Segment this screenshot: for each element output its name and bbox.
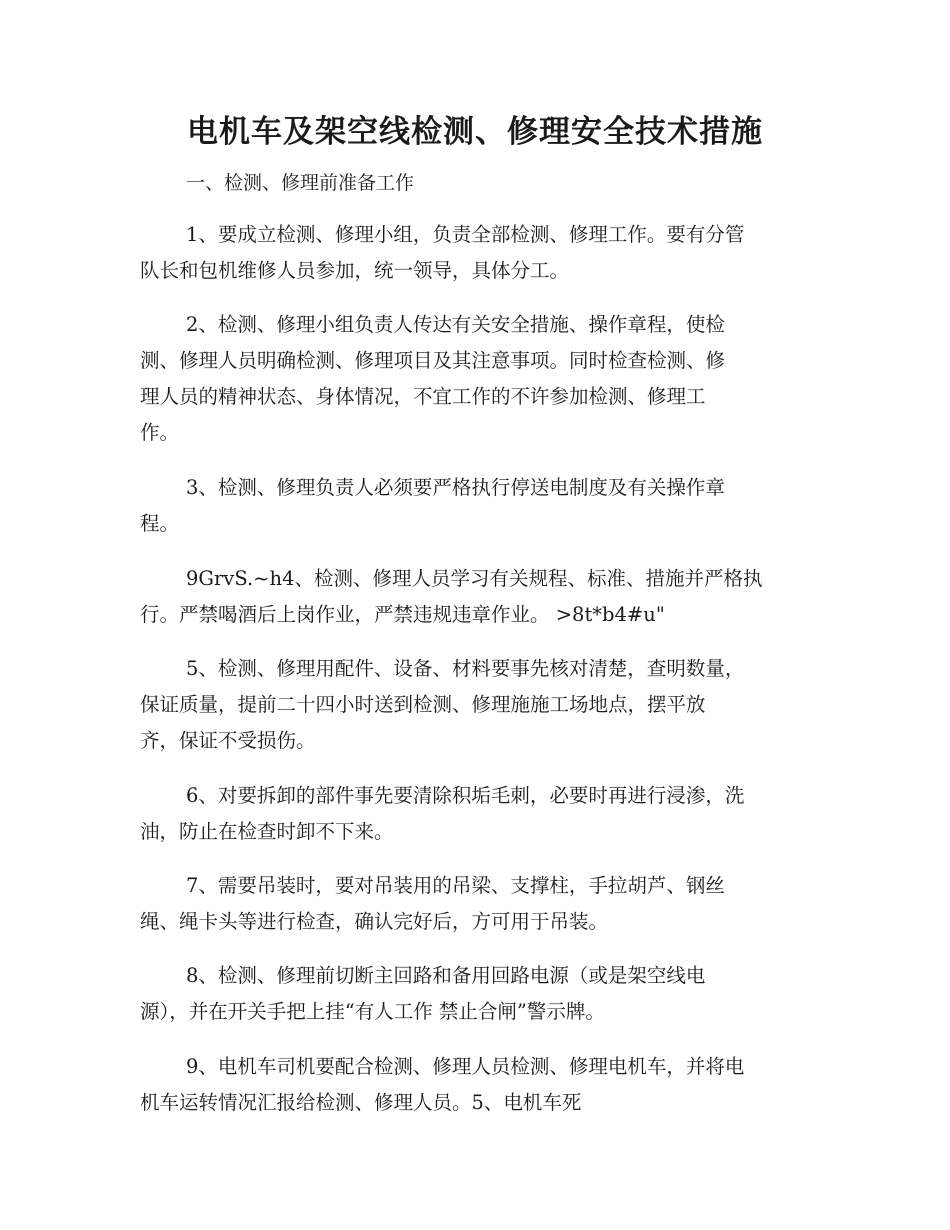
paragraph-line: 理人员的精神状态、身体情况，不宜工作的不许参加检测、修理工 [140,385,706,408]
paragraph-line: 保证质量，提前二十四小时送到检测、修理施施工场地点，摆平放 [140,693,706,716]
paragraph-line: 源），并在开关手把上挂“有人工作 禁止合闸”警示牌。 [140,1000,605,1023]
paragraph-6 [140,778,810,850]
paragraph-5 [140,651,810,759]
paragraph-8 [140,958,810,1030]
paragraph-line: 测、修理人员明确检测、修理项目及其注意事项。同时检查检测、修 [140,349,726,372]
paragraph-line: 齐，保证不受损伤。 [140,729,316,752]
paragraph-9 [140,1049,810,1121]
paragraph-line: 8、检测、修理前切断主回路和备用回路电源（或是架空线电 [186,964,706,987]
paragraph-4 [140,561,810,633]
paragraph-line: 7、需要吊装时，要对吊装用的吊梁、支撑柱，手拉胡芦、钢丝 [186,874,725,897]
paragraph-line: 1、要成立检测、修理小组，负责全部检测、修理工作。要有分管 [186,223,745,246]
paragraph-line: 2、检测、修理小组负责人传达有关安全措施、操作章程，使检 [186,313,725,336]
paragraph-2 [140,307,810,451]
paragraph-line: 作。 [140,421,180,444]
paragraph-line: 9、电机车司机要配合检测、修理人员检测、修理电机车，并将电 [186,1055,745,1078]
paragraph-line: 3、检测、修理负责人必须要严格执行停送电制度及有关操作章 [186,476,725,499]
paragraph-line: 机车运转情况汇报给检测、修理人员。5、电机车死 [140,1091,582,1114]
paragraph-line: 9GrvS.~h4、检测、修理人员学习有关规程、标准、措施并严格执 [186,567,763,590]
section-heading: 一、检测、修理前准备工作 [186,172,415,194]
paragraph-line: 绳、绳卡头等进行检查，确认完好后，方可用于吊装。 [140,910,609,933]
paragraph-3 [140,470,810,542]
paragraph-line: 6、对要拆卸的部件事先要清除积垢毛刺，必要时再进行浸渗，洗 [186,784,745,807]
document-title: 电机车及架空线检测、修理安全技术措施 [187,114,763,150]
paragraph-line: 行。严禁喝酒后上岗作业，严禁违规违章作业。 >8t*b4#u" [140,603,665,626]
paragraph-line: 队长和包机维修人员参加，统一领导，具体分工。 [140,259,570,282]
paragraph-line: 5、检测、修理用配件、设备、材料要事先核对清楚，查明数量， [186,657,745,680]
paragraph-line: 程。 [140,512,180,535]
paragraph-line: 油，防止在检查时卸不下来。 [140,820,394,843]
paragraph-7 [140,868,810,940]
paragraph-1 [140,217,810,289]
